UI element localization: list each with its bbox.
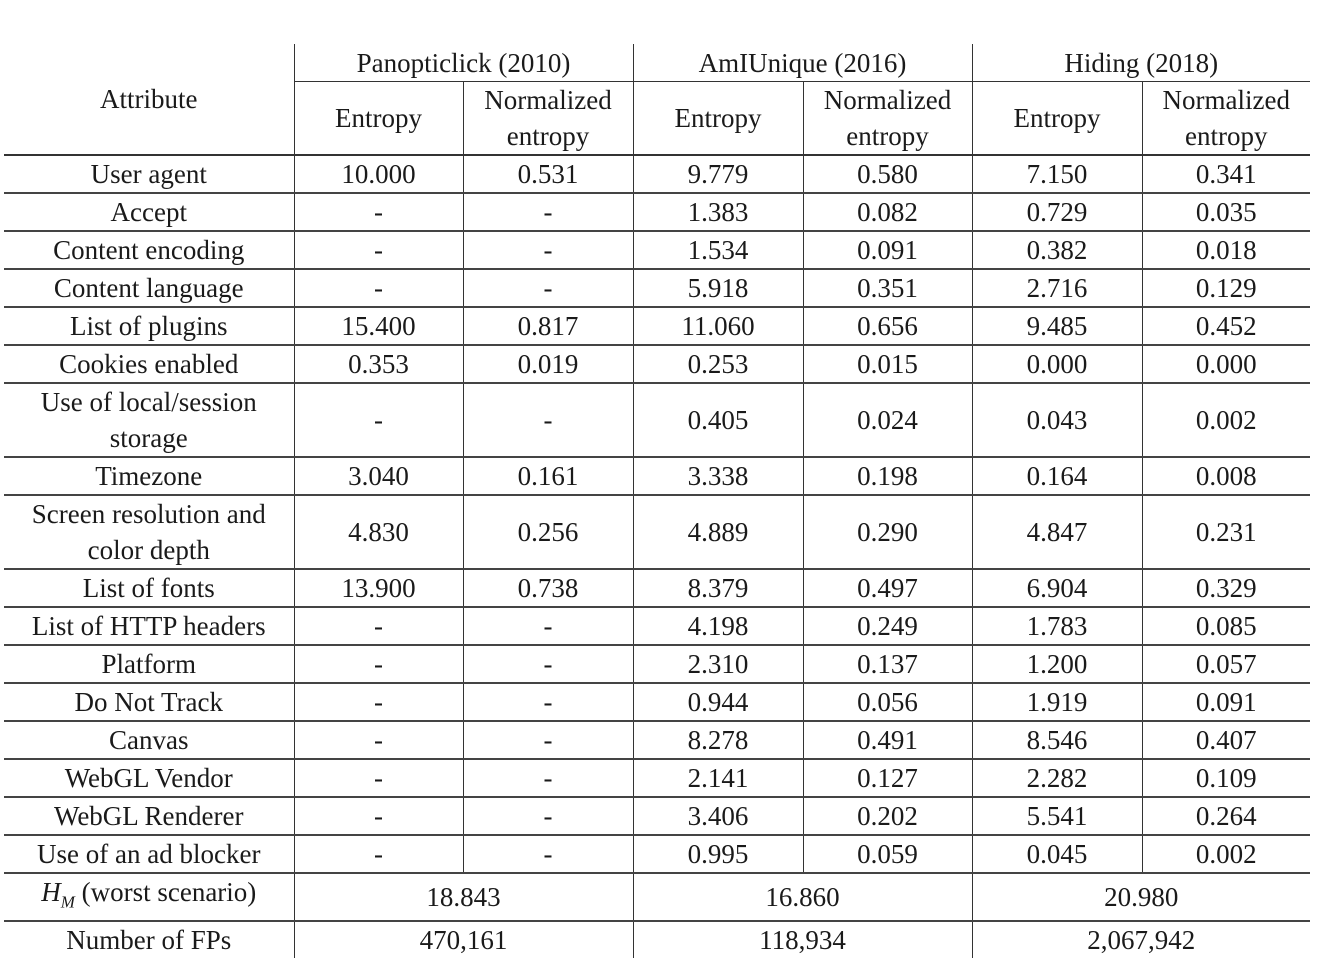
table-row [4, 231, 1310, 269]
normalized-entropy-cell: 0.452 [1142, 307, 1310, 345]
normalized-entropy-cell: 0.082 [803, 193, 972, 231]
normalized-entropy-cell: 0.091 [1142, 683, 1310, 721]
normalized-entropy-cell: 0.059 [803, 835, 972, 873]
normalized-entropy-cell: 0.497 [803, 569, 972, 607]
entropy-cell: 2.282 [972, 759, 1142, 797]
entropy-cell: 2.310 [633, 645, 803, 683]
entropy-cell: - [294, 383, 463, 457]
normalized-entropy-cell: 0.024 [803, 383, 972, 457]
entropy-cell: - [294, 721, 463, 759]
normalized-entropy-cell: - [463, 797, 633, 835]
table-header [4, 44, 1310, 155]
entropy-cell: - [294, 683, 463, 721]
table-row [4, 607, 1310, 645]
number-of-fps-cell: 470,161 [294, 921, 633, 958]
hm-subscript: M [60, 892, 75, 912]
normalized-entropy-cell: - [463, 231, 633, 269]
normalized-entropy-cell: - [463, 383, 633, 457]
entropy-cell: 2.716 [972, 269, 1142, 307]
normalized-entropy-cell: 0.264 [1142, 797, 1310, 835]
entropy-cell: 3.406 [633, 797, 803, 835]
entropy-cell: 9.485 [972, 307, 1142, 345]
subheader-normalized-line2: entropy [506, 121, 590, 151]
attribute-cell: Timezone [4, 457, 294, 495]
entropy-cell: 8.278 [633, 721, 803, 759]
entropy-cell: 4.889 [633, 495, 803, 569]
entropy-cell: 0.164 [972, 457, 1142, 495]
entropy-cell: 15.400 [294, 307, 463, 345]
normalized-entropy-cell: 0.580 [803, 155, 972, 193]
attribute-cell: Canvas [4, 721, 294, 759]
entropy-cell: 11.060 [633, 307, 803, 345]
entropy-cell: - [294, 607, 463, 645]
normalized-entropy-cell: - [463, 193, 633, 231]
subheader-entropy: Entropy [633, 82, 803, 156]
entropy-cell: 4.198 [633, 607, 803, 645]
entropy-cell: 3.338 [633, 457, 803, 495]
normalized-entropy-cell: 0.341 [1142, 155, 1310, 193]
subheader-normalized-line1: Normalized [1162, 85, 1290, 115]
attribute-cell: List of fonts [4, 569, 294, 607]
attribute-cell: Content language [4, 269, 294, 307]
normalized-entropy-cell: 0.085 [1142, 607, 1310, 645]
entropy-cell: 0.253 [633, 345, 803, 383]
dataset-header-panopticlick: Panopticlick (2010) [294, 44, 633, 82]
normalized-entropy-cell: 0.127 [803, 759, 972, 797]
entropy-cell: 1.783 [972, 607, 1142, 645]
normalized-entropy-cell: 0.091 [803, 231, 972, 269]
attribute-cell: List of HTTP headers [4, 607, 294, 645]
normalized-entropy-cell: 0.738 [463, 569, 633, 607]
normalized-entropy-cell: 0.015 [803, 345, 972, 383]
hm-value-cell: 18.843 [294, 873, 633, 921]
entropy-cell: 0.382 [972, 231, 1142, 269]
entropy-cell: - [294, 193, 463, 231]
normalized-entropy-cell: 0.491 [803, 721, 972, 759]
entropy-cell: - [294, 645, 463, 683]
subheader-normalized-entropy [1142, 82, 1310, 156]
entropy-cell: 7.150 [972, 155, 1142, 193]
normalized-entropy-cell: 0.137 [803, 645, 972, 683]
entropy-cell: 1.919 [972, 683, 1142, 721]
table-row [4, 683, 1310, 721]
entropy-cell: 4.830 [294, 495, 463, 569]
entropy-cell: 3.040 [294, 457, 463, 495]
normalized-entropy-cell: 0.531 [463, 155, 633, 193]
entropy-cell: 5.918 [633, 269, 803, 307]
entropy-cell: - [294, 759, 463, 797]
normalized-entropy-cell: - [463, 607, 633, 645]
attribute-cell: Accept [4, 193, 294, 231]
subheader-normalized-line1: Normalized [823, 85, 952, 115]
normalized-entropy-cell: 0.351 [803, 269, 972, 307]
attribute-cell: WebGL Vendor [4, 759, 294, 797]
normalized-entropy-cell: 0.002 [1142, 383, 1310, 457]
normalized-entropy-cell: 0.231 [1142, 495, 1310, 569]
table-row [4, 721, 1310, 759]
entropy-cell: 0.995 [633, 835, 803, 873]
normalized-entropy-cell: 0.129 [1142, 269, 1310, 307]
entropy-cell: 13.900 [294, 569, 463, 607]
attribute-cell: List of plugins [4, 307, 294, 345]
normalized-entropy-cell: 0.817 [463, 307, 633, 345]
attribute-cell: Platform [4, 645, 294, 683]
hm-symbol: H [41, 877, 61, 907]
entropy-cell: 5.541 [972, 797, 1142, 835]
table-body [4, 155, 1310, 958]
normalized-entropy-cell: 0.057 [1142, 645, 1310, 683]
hm-value-cell: 16.860 [633, 873, 972, 921]
entropy-cell: 8.379 [633, 569, 803, 607]
attribute-cell: Use of local/session storage [4, 383, 294, 457]
normalized-entropy-cell: 0.407 [1142, 721, 1310, 759]
table-row [4, 269, 1310, 307]
entropy-cell: 0.944 [633, 683, 803, 721]
attribute-cell: Do Not Track [4, 683, 294, 721]
normalized-entropy-cell: 0.109 [1142, 759, 1310, 797]
entropy-cell: - [294, 835, 463, 873]
attribute-cell: Screen resolution and color depth [4, 495, 294, 569]
attribute-cell: Use of an ad blocker [4, 835, 294, 873]
normalized-entropy-cell: 0.019 [463, 345, 633, 383]
hm-value-cell: 20.980 [972, 873, 1310, 921]
subheader-normalized-line2: entropy [846, 121, 929, 151]
hm-label [4, 873, 294, 921]
attribute-cell: Cookies enabled [4, 345, 294, 383]
dataset-header-hiding: Hiding (2018) [972, 44, 1310, 82]
normalized-entropy-cell: 0.202 [803, 797, 972, 835]
number-of-fps-row [4, 921, 1310, 958]
table-row [4, 645, 1310, 683]
normalized-entropy-cell: - [463, 759, 633, 797]
normalized-entropy-cell: 0.290 [803, 495, 972, 569]
normalized-entropy-cell: 0.018 [1142, 231, 1310, 269]
attribute-cell: WebGL Renderer [4, 797, 294, 835]
subheader-entropy: Entropy [294, 82, 463, 156]
entropy-cell: 0.000 [972, 345, 1142, 383]
normalized-entropy-cell: - [463, 269, 633, 307]
entropy-cell: 6.904 [972, 569, 1142, 607]
entropy-cell: - [294, 269, 463, 307]
attribute-cell: User agent [4, 155, 294, 193]
entropy-cell: 0.043 [972, 383, 1142, 457]
normalized-entropy-cell: 0.329 [1142, 569, 1310, 607]
entropy-cell: - [294, 231, 463, 269]
normalized-entropy-cell: 0.008 [1142, 457, 1310, 495]
subheader-normalized-entropy [803, 82, 972, 156]
entropy-cell: 4.847 [972, 495, 1142, 569]
subheader-entropy: Entropy [972, 82, 1142, 156]
normalized-entropy-cell: - [463, 683, 633, 721]
normalized-entropy-cell: 0.656 [803, 307, 972, 345]
normalized-entropy-cell: 0.249 [803, 607, 972, 645]
normalized-entropy-cell: 0.161 [463, 457, 633, 495]
table-row [4, 193, 1310, 231]
normalized-entropy-cell: 0.056 [803, 683, 972, 721]
entropy-cell: 0.405 [633, 383, 803, 457]
hm-worst-scenario-row [4, 873, 1310, 921]
entropy-cell: 1.534 [633, 231, 803, 269]
entropy-cell: 8.546 [972, 721, 1142, 759]
number-of-fps-label: Number of FPs [4, 921, 294, 958]
subheader-normalized-line1: Normalized [484, 85, 612, 115]
entropy-cell: 0.045 [972, 835, 1142, 873]
number-of-fps-cell: 118,934 [633, 921, 972, 958]
table-row [4, 307, 1310, 345]
table-row [4, 569, 1310, 607]
dataset-header-amiunique: AmIUnique (2016) [633, 44, 972, 82]
table-row [4, 457, 1310, 495]
normalized-entropy-cell: - [463, 835, 633, 873]
normalized-entropy-cell: 0.035 [1142, 193, 1310, 231]
attribute-cell: Content encoding [4, 231, 294, 269]
table-row [4, 383, 1310, 457]
normalized-entropy-cell: - [463, 645, 633, 683]
table-row [4, 345, 1310, 383]
entropy-cell: 9.779 [633, 155, 803, 193]
entropy-cell: 0.353 [294, 345, 463, 383]
table-row [4, 797, 1310, 835]
attribute-header: Attribute [4, 44, 294, 155]
subheader-normalized-line2: entropy [1185, 121, 1268, 151]
entropy-cell: - [294, 797, 463, 835]
entropy-comparison-table [4, 44, 1310, 958]
number-of-fps-cell: 2,067,942 [972, 921, 1310, 958]
entropy-cell: 1.200 [972, 645, 1142, 683]
normalized-entropy-cell: 0.000 [1142, 345, 1310, 383]
entropy-cell: 1.383 [633, 193, 803, 231]
table-row [4, 835, 1310, 873]
subheader-normalized-entropy [463, 82, 633, 156]
entropy-cell: 2.141 [633, 759, 803, 797]
hm-label-text: (worst scenario) [74, 877, 257, 907]
entropy-cell: 10.000 [294, 155, 463, 193]
table-row [4, 495, 1310, 569]
normalized-entropy-cell: 0.002 [1142, 835, 1310, 873]
table-row [4, 759, 1310, 797]
normalized-entropy-cell: - [463, 721, 633, 759]
normalized-entropy-cell: 0.198 [803, 457, 972, 495]
table-row [4, 155, 1310, 193]
entropy-cell: 0.729 [972, 193, 1142, 231]
normalized-entropy-cell: 0.256 [463, 495, 633, 569]
